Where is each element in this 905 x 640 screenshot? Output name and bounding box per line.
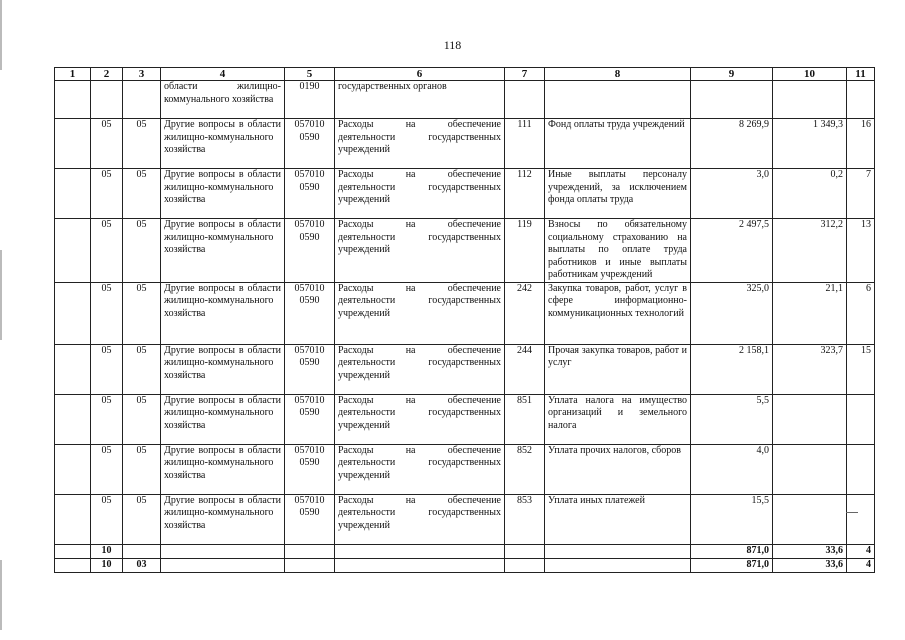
cell-section-name: Другие вопросы в области жилищно-коммунального хозяйства — [161, 444, 285, 494]
cell-plan: 2 497,5 — [691, 219, 773, 283]
cell-target-name: государственных органов — [335, 81, 505, 119]
cell-plan: 2 158,1 — [691, 344, 773, 394]
total-section: 10 — [91, 558, 123, 572]
cell-target-name: Расходы на обеспечение деятельности государственных учреждений — [335, 494, 505, 544]
cell-subsection — [123, 81, 161, 119]
cell-col1 — [55, 394, 91, 444]
cell-expense-name: Прочая закупка товаров, работ и услуг — [545, 344, 691, 394]
total-subsection — [123, 544, 161, 558]
table-row — [55, 444, 875, 494]
cell-percent — [847, 81, 875, 119]
cell-target-article: 057010 0590 — [285, 169, 335, 219]
cell-actual: 0,2 — [773, 169, 847, 219]
cell-col1 — [55, 344, 91, 394]
total-plan: 871,0 — [691, 558, 773, 572]
cell-section: 05 — [91, 344, 123, 394]
cell-target-article: 057010 0590 — [285, 444, 335, 494]
cell-plan — [691, 81, 773, 119]
cell-target-name: Расходы на обеспечение деятельности государственных учреждений — [335, 394, 505, 444]
cell-plan: 325,0 — [691, 282, 773, 344]
total-actual: 33,6 — [773, 558, 847, 572]
cell-empty — [545, 544, 691, 558]
cell-empty — [161, 558, 285, 572]
cell-col1 — [55, 444, 91, 494]
cell-target-name: Расходы на обеспечение деятельности государственных учреждений — [335, 169, 505, 219]
cell-expense-name: Закупка товаров, работ, услуг в сфере информационно-коммуникационных технологий — [545, 282, 691, 344]
cell-section-name: Другие вопросы в области жилищно-коммунального хозяйства — [161, 119, 285, 169]
column-header: 2 — [91, 68, 123, 81]
cell-section: 05 — [91, 494, 123, 544]
cell-section-name: Другие вопросы в области жилищно-коммунального хозяйства — [161, 344, 285, 394]
cell-col1 — [55, 169, 91, 219]
table-row — [55, 169, 875, 219]
cell-target-article: 0190 — [285, 81, 335, 119]
cell-col1 — [55, 282, 91, 344]
cell-subsection: 05 — [123, 119, 161, 169]
cell-target-name: Расходы на обеспечение деятельности государственных учреждений — [335, 444, 505, 494]
cell-expense-name: Уплата иных платежей — [545, 494, 691, 544]
cell-plan: 5,5 — [691, 394, 773, 444]
cell-empty — [335, 558, 505, 572]
table-row — [55, 119, 875, 169]
cell-section-name: области жилищно-коммунального хозяйства — [161, 81, 285, 119]
cell-col1 — [55, 119, 91, 169]
cell-expense-type — [505, 81, 545, 119]
cell-expense-type: 853 — [505, 494, 545, 544]
cell-empty — [161, 544, 285, 558]
cell-section: 05 — [91, 394, 123, 444]
cell-percent — [847, 394, 875, 444]
cell-expense-type: 112 — [505, 169, 545, 219]
table-row — [55, 394, 875, 444]
total-row — [55, 558, 875, 572]
cell-subsection: 05 — [123, 394, 161, 444]
cell-expense-name: Уплата прочих налогов, сборов — [545, 444, 691, 494]
cell-section-name: Другие вопросы в области жилищно-коммунального хозяйства — [161, 219, 285, 283]
cell-actual: 21,1 — [773, 282, 847, 344]
cell-empty — [285, 544, 335, 558]
cell-target-name: Расходы на обеспечение деятельности государственных учреждений — [335, 282, 505, 344]
cell-empty — [505, 558, 545, 572]
total-section: 10 — [91, 544, 123, 558]
cell-target-name: Расходы на обеспечение деятельности государственных учреждений — [335, 344, 505, 394]
table-row — [55, 219, 875, 283]
total-percent: 4 — [847, 558, 875, 572]
cell-actual: 323,7 — [773, 344, 847, 394]
column-header: 9 — [691, 68, 773, 81]
cell-target-article: 057010 0590 — [285, 494, 335, 544]
cell-expense-type: 244 — [505, 344, 545, 394]
cell-percent: 15 — [847, 344, 875, 394]
total-plan: 871,0 — [691, 544, 773, 558]
table-row — [55, 344, 875, 394]
cell-empty — [505, 544, 545, 558]
cell-actual — [773, 494, 847, 544]
cell-empty — [335, 544, 505, 558]
scan-speck — [846, 512, 858, 513]
scan-edge-mark — [0, 560, 2, 630]
column-header: 10 — [773, 68, 847, 81]
column-header: 7 — [505, 68, 545, 81]
cell-plan: 3,0 — [691, 169, 773, 219]
cell-plan: 15,5 — [691, 494, 773, 544]
cell-actual — [773, 444, 847, 494]
cell-section-name: Другие вопросы в области жилищно-коммунального хозяйства — [161, 282, 285, 344]
budget-table — [54, 67, 875, 573]
cell-expense-name: Иные выплаты персоналу учреждений, за исключением фонда оплаты труда — [545, 169, 691, 219]
cell-subsection: 05 — [123, 219, 161, 283]
cell-section: 05 — [91, 219, 123, 283]
scan-edge-mark — [0, 0, 2, 70]
cell-col1 — [55, 544, 91, 558]
cell-col1 — [55, 494, 91, 544]
cell-section: 05 — [91, 444, 123, 494]
total-subsection: 03 — [123, 558, 161, 572]
cell-target-article: 057010 0590 — [285, 119, 335, 169]
cell-section: 05 — [91, 282, 123, 344]
scan-edge-mark — [0, 250, 2, 340]
cell-actual: 1 349,3 — [773, 119, 847, 169]
column-header: 1 — [55, 68, 91, 81]
cell-expense-name — [545, 81, 691, 119]
column-header: 5 — [285, 68, 335, 81]
cell-percent — [847, 494, 875, 544]
cell-expense-type: 242 — [505, 282, 545, 344]
table-row — [55, 494, 875, 544]
cell-section — [91, 81, 123, 119]
cell-section-name: Другие вопросы в области жилищно-коммунального хозяйства — [161, 169, 285, 219]
cell-percent: 16 — [847, 119, 875, 169]
cell-actual — [773, 81, 847, 119]
cell-expense-type: 852 — [505, 444, 545, 494]
header-row — [55, 68, 875, 81]
cell-col1 — [55, 558, 91, 572]
cell-section: 05 — [91, 119, 123, 169]
cell-percent: 6 — [847, 282, 875, 344]
cell-target-article: 057010 0590 — [285, 282, 335, 344]
cell-target-name: Расходы на обеспечение деятельности государственных учреждений — [335, 219, 505, 283]
cell-plan: 4,0 — [691, 444, 773, 494]
total-actual: 33,6 — [773, 544, 847, 558]
page-number: 118 — [443, 38, 462, 52]
cell-expense-type: 119 — [505, 219, 545, 283]
column-header: 4 — [161, 68, 285, 81]
cell-col1 — [55, 219, 91, 283]
cell-section-name: Другие вопросы в области жилищно-коммунального хозяйства — [161, 494, 285, 544]
cell-subsection: 05 — [123, 282, 161, 344]
cell-expense-name: Фонд оплаты труда учреждений — [545, 119, 691, 169]
cell-subsection: 05 — [123, 494, 161, 544]
cell-expense-name: Взносы по обязательному социальному страхованию на выплаты по оплате труда работников и иные выплаты работникам учреждений — [545, 219, 691, 283]
cell-expense-name: Уплата налога на имущество организаций и земельного налога — [545, 394, 691, 444]
cell-plan: 8 269,9 — [691, 119, 773, 169]
column-header: 11 — [847, 68, 875, 81]
column-header: 8 — [545, 68, 691, 81]
cell-target-name: Расходы на обеспечение деятельности государственных учреждений — [335, 119, 505, 169]
total-percent: 4 — [847, 544, 875, 558]
cell-percent — [847, 444, 875, 494]
cell-percent: 7 — [847, 169, 875, 219]
cell-empty — [545, 558, 691, 572]
cell-percent: 13 — [847, 219, 875, 283]
cell-empty — [285, 558, 335, 572]
cell-section-name: Другие вопросы в области жилищно-коммунального хозяйства — [161, 394, 285, 444]
cell-subsection: 05 — [123, 344, 161, 394]
cell-col1 — [55, 81, 91, 119]
table-row — [55, 81, 875, 119]
cell-actual: 312,2 — [773, 219, 847, 283]
cell-expense-type: 111 — [505, 119, 545, 169]
column-header: 3 — [123, 68, 161, 81]
column-header: 6 — [335, 68, 505, 81]
cell-subsection: 05 — [123, 169, 161, 219]
cell-actual — [773, 394, 847, 444]
cell-target-article: 057010 0590 — [285, 219, 335, 283]
cell-target-article: 057010 0590 — [285, 344, 335, 394]
total-row — [55, 544, 875, 558]
cell-subsection: 05 — [123, 444, 161, 494]
cell-target-article: 057010 0590 — [285, 394, 335, 444]
table-row — [55, 282, 875, 344]
cell-section: 05 — [91, 169, 123, 219]
cell-expense-type: 851 — [505, 394, 545, 444]
